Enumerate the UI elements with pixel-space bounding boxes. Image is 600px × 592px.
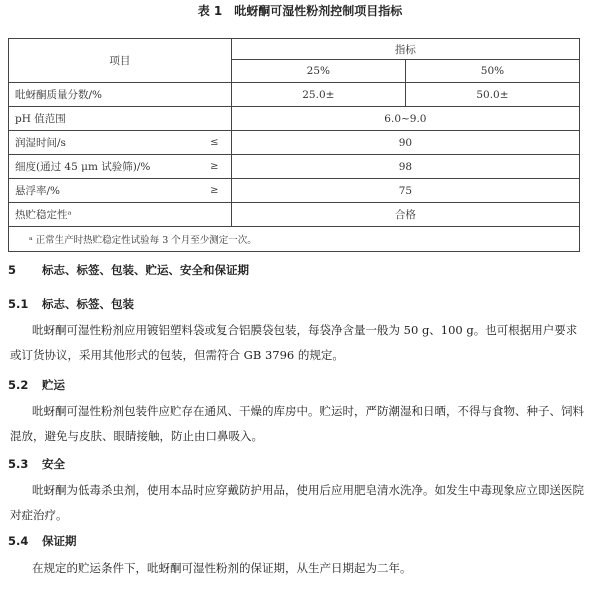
control-items-table <box>8 38 580 252</box>
table-row <box>9 107 580 131</box>
row-relation: ≥ <box>198 155 232 179</box>
row-value: 合格 <box>231 203 579 227</box>
row-relation: ≥ <box>198 179 232 203</box>
table-row <box>9 83 580 107</box>
table-title: 表 1 吡蚜酮可湿性粉剂控制项目指标 <box>197 4 403 18</box>
row-relation <box>198 203 232 227</box>
section-paragraph: 吡蚜酮可湿性粉剂应用镀铝塑料袋或复合铝膜袋包装，每袋净含量一般为 50 g、100 g。也可根据用户要求或订货协议，采用其他形式的包装，但需符合 GB 3796 的规定。 <box>10 323 578 362</box>
table-header-row <box>9 39 580 60</box>
section-number: 5.3 <box>8 457 29 471</box>
header-item: 项目 <box>9 39 232 83</box>
section-title: 标志、标签、包装 <box>42 297 134 311</box>
section-heading-5-2 <box>8 377 65 393</box>
section-title: 保证期 <box>42 534 77 548</box>
section-number: 5 <box>8 263 17 277</box>
row-label: 悬浮率/% <box>9 179 198 203</box>
section-heading-5-3 <box>8 456 65 472</box>
header-col-25: 25% <box>231 60 405 83</box>
row-value-25: 25.0± <box>231 83 405 107</box>
section-title: 标志、标签、包装、贮运、安全和保证期 <box>42 263 249 277</box>
row-relation <box>198 83 232 107</box>
section-heading-5-4 <box>8 533 77 549</box>
row-label: pH 值范围 <box>9 107 198 131</box>
row-label: 热贮稳定性ᵃ <box>9 203 198 227</box>
section-paragraph: 吡蚜酮可湿性粉剂包装件应贮存在通风、干燥的库房中。贮运时，严防潮湿和日晒，不得与食物、种子、饲料混放，避免与皮肤、眼睛接触，防止由口鼻吸入。 <box>10 404 584 443</box>
table-row <box>9 179 580 203</box>
row-value: 98 <box>231 155 579 179</box>
section-heading-5-1 <box>8 296 134 312</box>
section-title: 安全 <box>42 457 65 471</box>
section-number: 5.4 <box>8 534 29 548</box>
row-label: 细度(通过 45 μm 试验筛)/% <box>9 155 198 179</box>
section-heading-5 <box>8 262 249 278</box>
section-number: 5.1 <box>8 297 29 311</box>
header-col-50: 50% <box>405 60 579 83</box>
row-value-50: 50.0± <box>405 83 579 107</box>
row-relation: ≤ <box>198 131 232 155</box>
header-indicator: 指标 <box>231 39 579 60</box>
section-number: 5.2 <box>8 378 29 392</box>
table-row <box>9 155 580 179</box>
section-paragraph: 吡蚜酮为低毒杀虫剂，使用本品时应穿戴防护用品，使用后应用肥皂清水洗净。如发生中毒现象应立即送医院对症治疗。 <box>10 483 584 522</box>
section-title: 贮运 <box>42 378 65 392</box>
table-footnote: ᵃ 正常生产时热贮稳定性试验每 3 个月至少测定一次。 <box>9 227 580 252</box>
table-footnote-row <box>9 227 580 252</box>
section-paragraph: 在规定的贮运条件下，吡蚜酮可湿性粉剂的保证期，从生产日期起为二年。 <box>32 561 412 575</box>
row-value: 75 <box>231 179 579 203</box>
row-label: 润湿时间/s <box>9 131 198 155</box>
row-label: 吡蚜酮质量分数/% <box>9 83 198 107</box>
row-relation <box>198 107 232 131</box>
row-value: 6.0~9.0 <box>231 107 579 131</box>
row-value: 90 <box>231 131 579 155</box>
table-row <box>9 203 580 227</box>
table-row <box>9 131 580 155</box>
